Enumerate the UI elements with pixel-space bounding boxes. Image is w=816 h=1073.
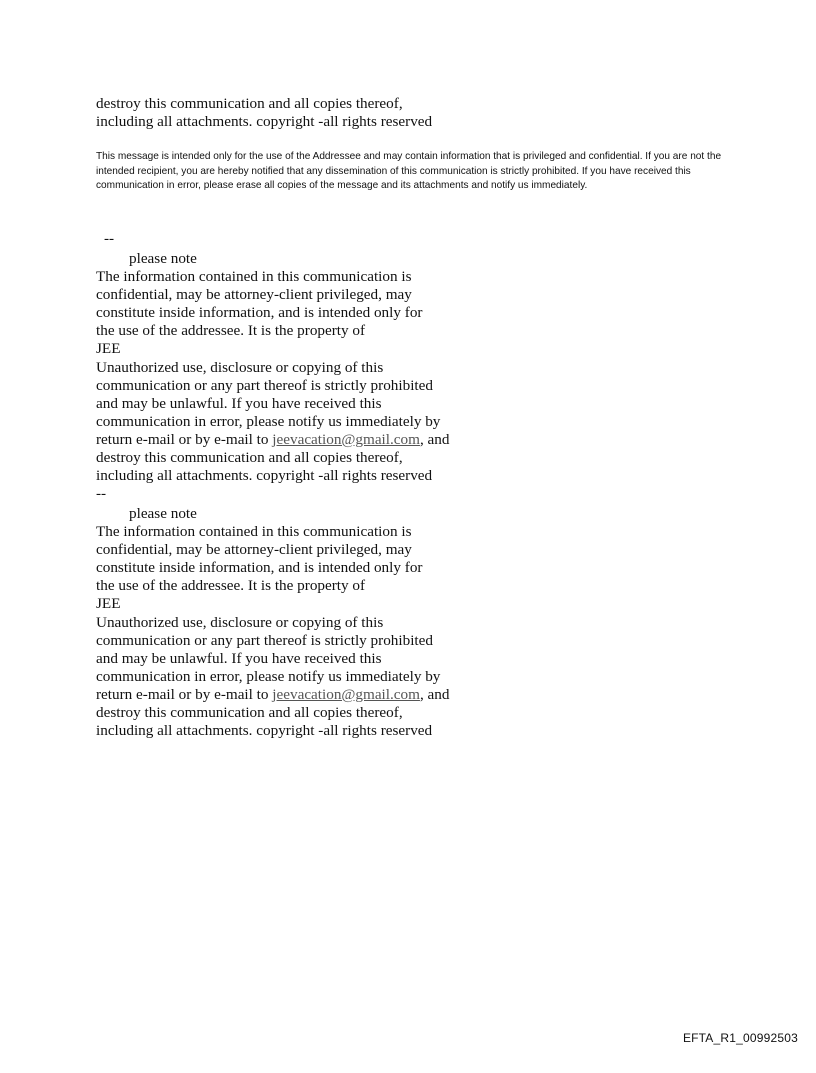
text-line: destroy this communication and all copies thereof, [96,704,403,722]
text-line: including all attachments. copyright -all rights reserved [96,467,433,485]
text-line: Unauthorized use, disclosure or copying of this [96,358,384,376]
email-link[interactable]: jeevacation@gmail.com [272,685,420,703]
top-fragment [96,95,432,131]
disclaimer-heading: please note [129,505,197,522]
text-line [96,686,449,704]
text-line: confidential, may be attorney-client privileged, may [96,541,412,559]
text-line: including all attachments. copyright -all rights reserved [96,722,433,740]
text-line: destroy this communication and all copies thereof, [96,449,403,467]
disclaimer-heading: please note [129,250,197,267]
separator: -- [96,485,107,503]
text-line [96,431,449,449]
text-line: communication or any part thereof is strictly prohibited [96,376,433,394]
document-id: EFTA_R1_00992503 [682,1031,798,1045]
separator: -- [104,230,115,247]
text-line: including all attachments. copyright -all rights reserved [96,113,433,131]
confidentiality-notice: This message is intended only for the use of the Addressee and may contain information that is privileged and confidential. If you are not the intended recipient, you are hereby notified that any dissemination of this communication is strictly prohibited. If you have received this communication in error, please erase all copies of the message and its attachments and notify us immediately. [96,151,722,192]
text-line: destroy this communication and all copies thereof, [96,95,403,112]
disclaimer-block [96,505,449,740]
text-line: communication or any part thereof is strictly prohibited [96,631,433,649]
text-line: the use of the addressee. It is the property of [96,577,366,595]
text-line: The information contained in this communication is [96,523,412,541]
text-line: communication in error, please notify us immediately by [96,412,441,430]
return-suffix: , and [419,685,450,703]
text-line: constitute inside information, and is intended only for [96,559,423,577]
text-line: and may be unlawful. If you have received this [96,394,382,412]
return-suffix: , and [419,430,450,448]
return-prefix: return e-mail or by e-mail to [96,430,273,448]
text-line: JEE [96,340,121,358]
text-line: Unauthorized use, disclosure or copying of this [96,613,384,631]
text-line: constitute inside information, and is intended only for [96,304,423,322]
return-prefix: return e-mail or by e-mail to [96,685,273,703]
text-line: JEE [96,595,121,613]
text-line: confidential, may be attorney-client privileged, may [96,286,412,304]
text-line: communication in error, please notify us immediately by [96,667,441,685]
disclaimer-block [96,250,449,503]
text-line: The information contained in this communication is [96,268,412,286]
email-link[interactable]: jeevacation@gmail.com [272,430,420,448]
text-line: the use of the addressee. It is the property of [96,322,366,340]
text-line: and may be unlawful. If you have received this [96,649,382,667]
